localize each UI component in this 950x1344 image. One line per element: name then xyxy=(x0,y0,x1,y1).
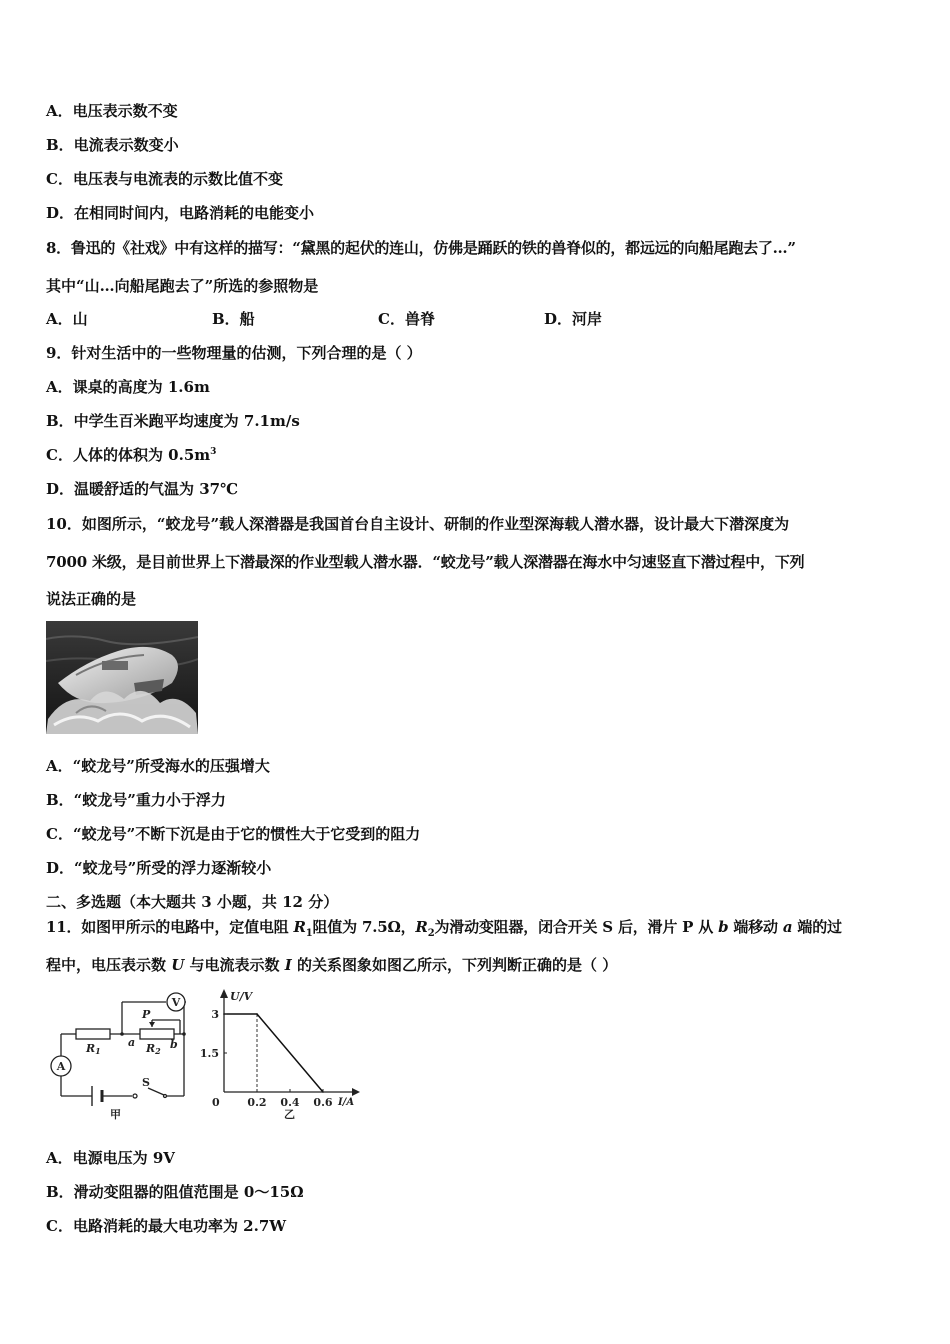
y-axis-label: U/V xyxy=(230,990,253,1003)
q10-option-d: D．“蛟龙号”所受的浮力逐渐较小 xyxy=(46,859,272,877)
q10-stem-line1: 10．如图所示，“蛟龙号”载人深潜器是我国首台自主设计、研制的作业型深海载人潜水器，设计最大下潜深度为 xyxy=(46,515,790,533)
q11-l2-a: 程中，电压表示数 xyxy=(46,956,172,974)
y-axis-arrow-icon xyxy=(220,989,228,998)
r1-letter: R xyxy=(86,1042,96,1055)
x-tick-label-2: 0.6 xyxy=(313,1096,333,1109)
q11-option-b: B．滑动变阻器的阻值范围是 0～15Ω xyxy=(46,1183,304,1201)
q7-option-c: C．电压表与电流表的示数比值不变 xyxy=(46,170,283,188)
r1-sub: 1 xyxy=(95,1046,101,1056)
q9-option-c-text: C．人体的体积为 0.5m xyxy=(46,446,211,464)
r2-letter: R xyxy=(146,1042,156,1055)
q9-option-c xyxy=(46,445,216,465)
chart-axes xyxy=(220,989,360,1096)
q11-stem-line1 xyxy=(46,917,842,937)
q11-a-letter: a xyxy=(782,918,793,936)
q9-option-b: B．中学生百米跑平均速度为 7.1m/s xyxy=(46,412,300,430)
q8-option-c: C．兽脊 xyxy=(378,310,435,328)
q11-l2-b: 与电流表示数 xyxy=(184,956,285,974)
q11-u-letter: U xyxy=(171,956,185,974)
q9-option-a: A．课桌的高度为 1.6m xyxy=(46,378,210,396)
r1-label xyxy=(85,1042,101,1056)
slider-p-label: P xyxy=(142,1008,151,1021)
q11-l1-b: 阻值为 7.5Ω， xyxy=(312,918,416,936)
y-tick-label-1: 3 xyxy=(211,1008,219,1021)
q7-option-b: B．电流表示数变小 xyxy=(46,136,179,154)
q11-l1-a: 11．如图甲所示的电路中，定值电阻 xyxy=(46,918,294,936)
switch-label: S xyxy=(142,1076,150,1089)
q10-option-a: A．“蛟龙号”所受海水的压强增大 xyxy=(46,757,270,775)
x-tick-label-1: 0.4 xyxy=(280,1096,300,1109)
q11-r1-letter: R xyxy=(293,918,306,936)
x-tick-label-0: 0.2 xyxy=(247,1096,267,1109)
q11-r1-sub: 1 xyxy=(305,928,313,939)
q9-option-c-exponent: 3 xyxy=(210,447,217,457)
q11-l2-c: 的关系图象如图乙所示，下列判断正确的是（ ） xyxy=(291,956,618,974)
x-axis-arrow-icon xyxy=(352,1088,360,1096)
q10-option-c: C．“蛟龙号”不断下沉是由于它的惯性大于它受到的阻力 xyxy=(46,825,421,843)
q11-i-letter: I xyxy=(284,956,292,974)
q7-option-d: D．在相同时间内，电路消耗的电能变小 xyxy=(46,204,315,222)
section2-title: 二、多选题（本大题共 3 小题，共 12 分） xyxy=(46,893,339,911)
circuit-diagram xyxy=(40,990,200,1124)
q10-option-b: B．“蛟龙号”重力小于浮力 xyxy=(46,791,226,809)
q11-l1-e: 端的过 xyxy=(792,918,842,936)
origin-label: 0 xyxy=(212,1096,220,1109)
r2-label xyxy=(145,1042,161,1056)
data-point-1 xyxy=(256,1013,258,1015)
ammeter-label: A xyxy=(56,1060,66,1073)
q11-r2-sub: 2 xyxy=(427,928,435,939)
node-a-label: a xyxy=(128,1036,136,1049)
q11-option-c: C．电路消耗的最大电功率为 2.7W xyxy=(46,1217,287,1235)
q9-option-d: D．温暖舒适的气温为 37℃ xyxy=(46,480,239,498)
q11-l1-c: 为滑动变阻器，闭合开关 S 后，滑片 P 从 xyxy=(434,918,719,936)
y-tick-label-0: 1.5 xyxy=(199,1047,219,1060)
q9-stem: 9．针对生活中的一些物理量的估测，下列合理的是（ ） xyxy=(46,344,422,362)
u-i-graph xyxy=(196,986,366,1120)
submersible-photo xyxy=(46,621,198,734)
q8-stem-line1: 8．鲁迅的《社戏》中有这样的描写：“黛黑的起伏的连山，仿佛是踊跃的铁的兽脊似的，都远远的向船尾跑去了…” xyxy=(46,239,796,257)
circuit-caption: 甲 xyxy=(110,1108,121,1121)
node-b-label: b xyxy=(170,1038,178,1051)
q10-stem-line2: 7000 米级，是目前世界上下潜最深的作业型载人潜水器．“蛟龙号”载人深潜器在海水中匀速竖直下潜过程中，下列 xyxy=(46,553,805,571)
q8-option-b: B．船 xyxy=(212,310,255,328)
voltmeter-label: V xyxy=(171,996,181,1009)
q11-r2-letter: R xyxy=(415,918,428,936)
series-line-0 xyxy=(224,1014,323,1092)
q11-l1-d: 端移动 xyxy=(728,918,783,936)
q11-stem-line2 xyxy=(46,955,617,975)
q8-option-a: A．山 xyxy=(46,310,88,328)
q8-options xyxy=(46,309,602,329)
x-axis-label: I/A xyxy=(338,1097,355,1108)
q7-option-a: A．电压表示数不变 xyxy=(46,102,178,120)
q8-option-d: D．河岸 xyxy=(544,310,603,328)
q10-stem-line3: 说法正确的是 xyxy=(46,590,137,608)
r2-sub: 2 xyxy=(155,1046,161,1056)
q11-b-letter: b xyxy=(718,918,729,936)
graph-caption: 乙 xyxy=(284,1108,295,1120)
q11-option-a: A．电源电压为 9V xyxy=(46,1149,175,1167)
q8-stem-line2: 其中“山…向船尾跑去了”所选的参照物是 xyxy=(46,277,319,295)
